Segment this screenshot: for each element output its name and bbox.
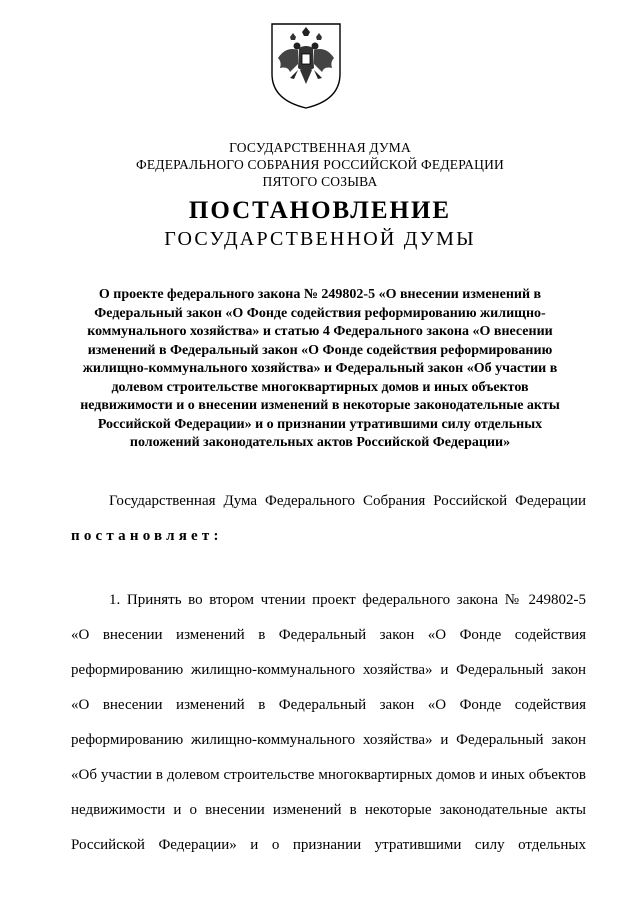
- paragraph-1: [71, 590, 586, 870]
- subject-line: О проекте федерального закона № 249802-5 «О внесении изменений в: [98, 287, 542, 302]
- resolves-word: постановляет:: [71, 528, 223, 544]
- paragraph-line: Российской Федерации» и о признании утратившими силу отдельных: [71, 837, 586, 853]
- paragraph-line: реформированию жилищно-коммунального хозяйства» и Федеральный закон: [71, 732, 586, 748]
- organization-header: [0, 139, 640, 190]
- subject-line: изменений в Федеральный закон «О Фонде содействия реформированию: [87, 342, 553, 358]
- subject-line: коммунального хозяйства» и статью 4 Федерального закона «О внесении: [87, 324, 553, 339]
- subject-line: жилищно-коммунального хозяйства» и Федеральный закон «Об участии в: [82, 361, 558, 376]
- org-line-3: ПЯТОГО СОЗЫВА: [262, 174, 378, 189]
- subject-line: долевом строительстве многоквартирных домов и иных объектов: [111, 379, 529, 395]
- paragraph-line: «О внесении изменений в Федеральный закон «О Фонде содействия: [71, 697, 586, 713]
- subject-line: недвижимости и о внесении изменений в некоторые законодательные акты: [80, 398, 560, 413]
- org-line-1: ГОСУДАРСТВЕННАЯ ДУМА: [229, 140, 411, 155]
- document-issuer: ГОСУДАРСТВЕННОЙ ДУМЫ: [164, 228, 476, 250]
- subject-line: положений законодательных актов Российской Федерации»: [129, 435, 511, 450]
- coat-of-arms-icon: [268, 22, 344, 110]
- org-line-2: ФЕДЕРАЛЬНОГО СОБРАНИЯ РОССИЙСКОЙ ФЕДЕРАЦИИ: [136, 157, 504, 172]
- subject-line: Российской Федерации» и о признании утратившими силу отдельных: [97, 416, 543, 432]
- paragraph-line: реформированию жилищно-коммунального хозяйства» и Федеральный закон: [71, 662, 586, 678]
- document-subject: [62, 286, 578, 453]
- subject-line: Федеральный закон «О Фонде содействия реформированию жилищно-: [94, 305, 546, 321]
- document-type-title: ПОСТАНОВЛЕНИЕ: [188, 197, 452, 224]
- paragraph-line: 1. Принять во втором чтении проект федерального закона № 249802-5: [109, 592, 586, 608]
- intro-paragraph: Государственная Дума Федерального Собрания Российской Федерации: [109, 493, 586, 509]
- paragraph-line: «О внесении изменений в Федеральный закон «О Фонде содействия: [71, 627, 586, 643]
- paragraph-line: недвижимости и о внесении изменений в некоторые законодательные акты: [71, 802, 586, 818]
- paragraph-line: «Об участии в долевом строительстве многоквартирных домов и иных объектов: [71, 767, 586, 783]
